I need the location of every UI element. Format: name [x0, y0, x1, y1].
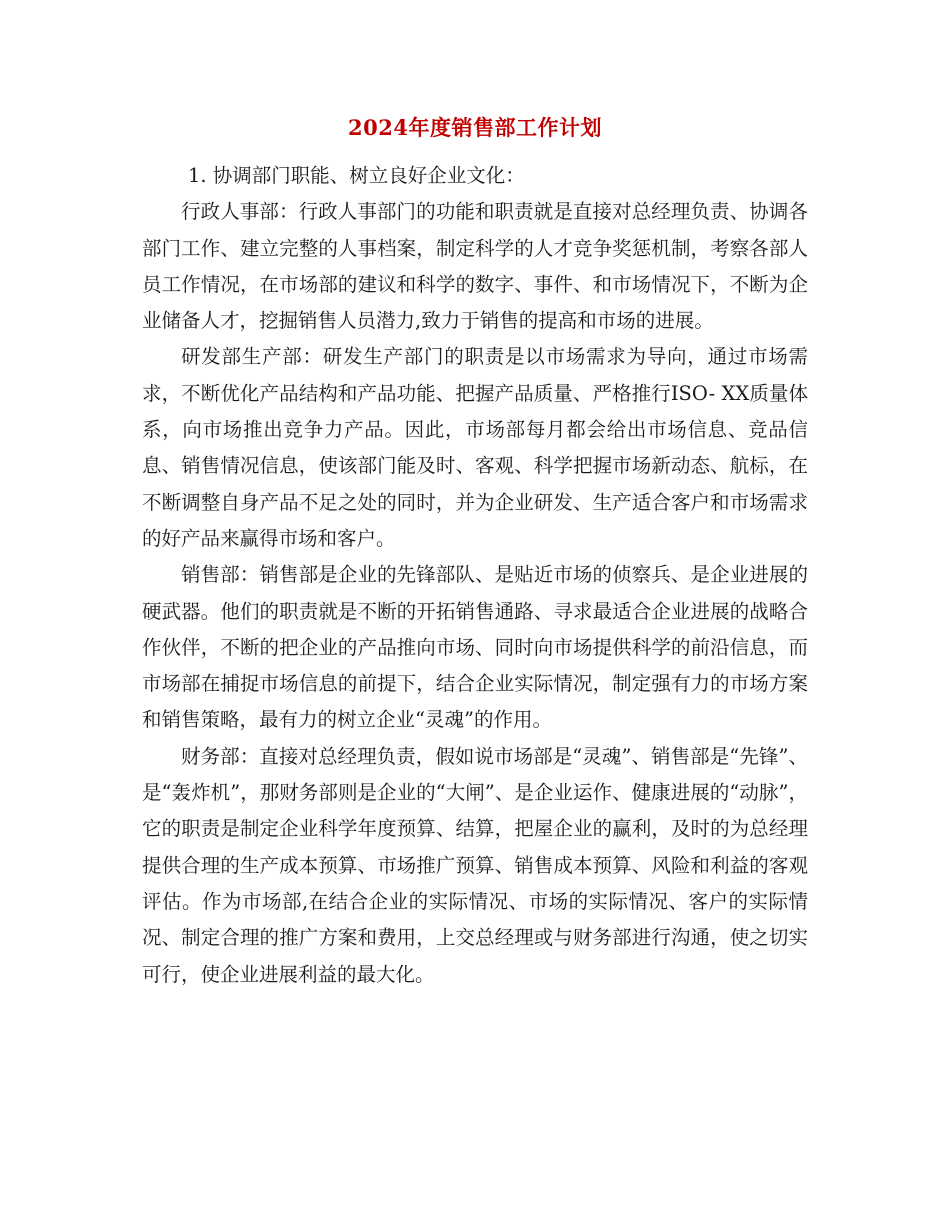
section-heading: 1. 协调部门职能、树立良好企业文化： — [188, 164, 525, 187]
paragraph-hr-department: 行政人事部：行政人事部门的功能和职责就是直接对总经理负责、协调各部门工作、建立完整的人事档案，制定科学的人才竞争奖惩机制，考察各部人员工作情况，在市场部的建议和科学的数字、事件、和市场情况下，不断为企业储备人才，挖掘销售人员潜力,致力于销售的提高和市场的进展。 — [142, 200, 808, 333]
paragraph-sales-department: 销售部：销售部是企业的先锋部队、是贴近市场的侦察兵、是企业进展的硬武器。他们的职责就是不断的开拓销售通路、寻求最适合企业进展的战略合作伙伴，不断的把企业的产品推向市场、同时向市场提供科学的前沿信息，而市场部在捕捉市场信息的前提下，结合企业实际情况，制定强有力的市场方案和销售策略，最有力的树立企业“灵魂”的作用。 — [142, 563, 808, 732]
paragraph-finance-department: 财务部：直接对总经理负责，假如说市场部是“灵魂”、销售部是“先锋”、是“轰炸机”，那财务部则是企业的“大闸”、是企业运作、健康进展的“动脉”，它的职责是制定企业科学年度预算、结算，把屋企业的赢利，及时的为总经理提供合理的生产成本预算、市场推广预算、销售成本预算、风险和利益的客观评估。作为市场部,在结合企业的实际情况、市场的实际情况、客户的实际情况、制定合理的推广方案和费用，上交总经理或与财务部进行沟通，使之切实可行，使企业进展利益的最大化。 — [142, 744, 808, 986]
document-title: 2024年度销售部工作计划 — [348, 115, 602, 140]
document-body — [142, 158, 808, 993]
paragraph-rd-production-department: 研发部生产部：研发生产部门的职责是以市场需求为导向，通过市场需求，不断优化产品结构和产品功能、把握产品质量、严格推行ISO- XX质量体系，向市场推出竞争力产品。因此，市场部每月都会给出市场信息、竞品信息、销售情况信息，使该部门能及时、客观、科学把握市场新动态、航标，在不断调整自身产品不足之处的同时，并为企业研发、生产适合客户和市场需求的好产品来赢得市场和客户。 — [142, 345, 808, 550]
